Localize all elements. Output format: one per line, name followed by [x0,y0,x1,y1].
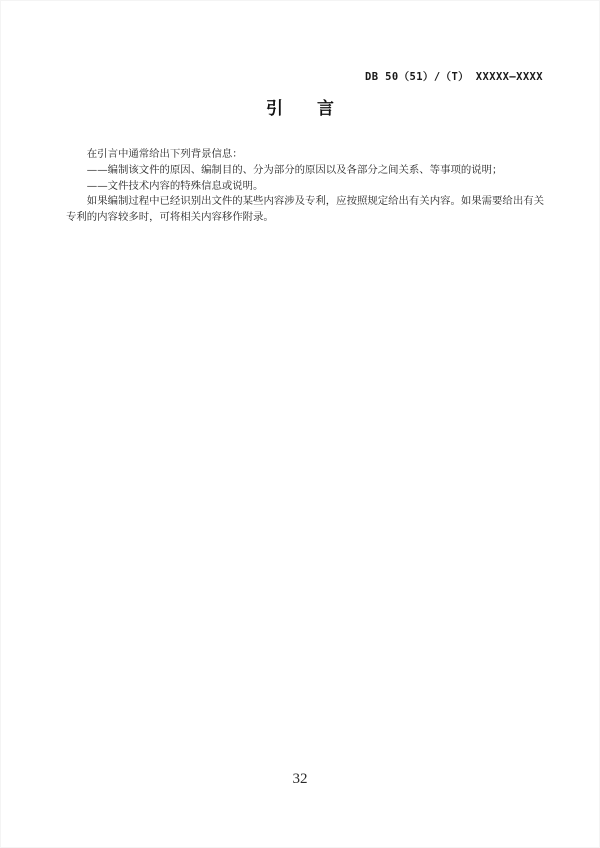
patent-paragraph: 如果编制过程中已经识别出文件的某些内容涉及专利，应按照规定给出有关内容。如果需要给出有关专利的内容较多时，可将相关内容移作附录。 [66,195,544,224]
dash-item-technical-info: ——文件技术内容的特殊信息或说明。 [86,179,264,192]
intro-paragraph: 在引言中通常给出下列背景信息： [86,148,243,160]
page-number: 32 [292,771,308,787]
body-text [66,147,544,226]
page-title: 引 言 [266,99,334,119]
standard-number-header: DB 50（51）/（T） XXXXX—XXXX [364,71,543,83]
dash-item-reasons: ——编制该文件的原因、编制目的、分为部分的原因以及各部分之间关系、等事项的说明； [86,163,503,176]
